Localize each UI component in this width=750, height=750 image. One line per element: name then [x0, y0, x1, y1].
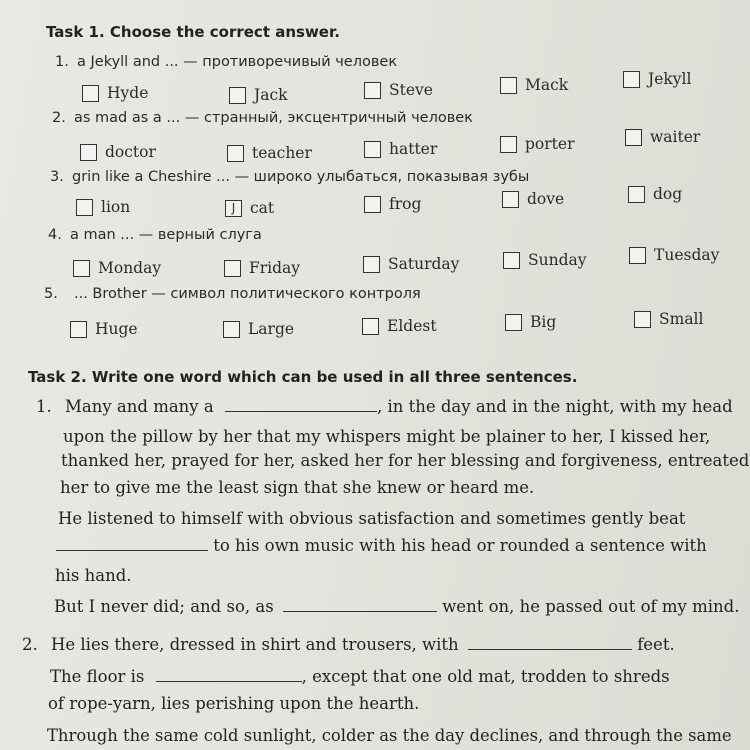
checkbox[interactable] — [223, 321, 240, 338]
question-number: 4. — [48, 227, 62, 243]
option-label: doctor — [105, 143, 156, 161]
option-dog[interactable] — [628, 185, 682, 203]
option-doctor[interactable] — [80, 143, 156, 161]
task1-title: Task 1. Choose the correct answer. — [46, 23, 340, 41]
option-huge[interactable] — [70, 320, 138, 338]
checkbox[interactable] — [227, 145, 244, 162]
option-label: Small — [659, 310, 704, 328]
checkbox[interactable] — [505, 314, 522, 331]
checkbox[interactable] — [628, 186, 645, 203]
option-porter[interactable] — [500, 135, 574, 153]
task2-q2-line1: 2. He lies there, dressed in shirt and trousers, with feet. — [22, 635, 675, 654]
task2-q2-line2: The floor is , except that one old mat, trodden to shreds — [50, 667, 670, 686]
question-number: 3. — [50, 169, 64, 185]
option-dove[interactable] — [502, 190, 564, 208]
answer-blank[interactable] — [283, 610, 437, 612]
option-eldest[interactable] — [362, 317, 437, 335]
checkbox[interactable] — [363, 256, 380, 273]
task2-q2-line3: of rope-yarn, lies perishing upon the hearth. — [48, 694, 420, 713]
option-label: Monday — [98, 259, 162, 277]
option-tuesday[interactable] — [629, 246, 719, 264]
question-text: grin like a Cheshire ... — широко улыбаться, показывая зубы — [72, 169, 530, 185]
checkbox[interactable] — [362, 318, 379, 335]
option-waiter[interactable] — [625, 128, 700, 146]
checkbox[interactable] — [502, 191, 519, 208]
option-label: Steve — [389, 81, 433, 99]
option-friday[interactable] — [224, 259, 300, 277]
question-text: a Jekyll and ... — противоречивый человек — [77, 54, 398, 70]
option-frog[interactable] — [364, 195, 421, 213]
answer-blank[interactable] — [468, 648, 632, 650]
task2-q1-c-line1: But I never did; and so, as went on, he passed out of my mind. — [54, 597, 740, 616]
checkbox[interactable] — [623, 71, 640, 88]
task2-q1-line2: upon the pillow by her that my whispers might be plainer to her, I kissed her, — [63, 427, 711, 446]
option-cat[interactable] — [225, 199, 274, 217]
checkbox[interactable] — [634, 311, 651, 328]
option-monday[interactable] — [73, 259, 161, 277]
option-label: Hyde — [107, 84, 149, 102]
option-small[interactable] — [634, 310, 703, 328]
option-lion[interactable] — [76, 198, 130, 216]
option-label: Jekyll — [648, 70, 692, 88]
task2-q2-line4: Through the same cold sunlight, colder as the day declines, and through the same — [47, 726, 732, 745]
option-label: lion — [101, 198, 131, 216]
question-text: a man ... — верный слуга — [70, 227, 262, 243]
checkbox[interactable] — [625, 129, 642, 146]
question-number: 2. — [52, 110, 66, 126]
option-big[interactable] — [505, 313, 556, 331]
question-number: 1. — [36, 397, 52, 416]
option-label: Huge — [95, 320, 138, 338]
task2-q1-b-line1: He listened to himself with obvious satisfaction and sometimes gently beat — [58, 509, 686, 528]
answer-blank[interactable] — [156, 680, 302, 682]
task1-question-3 — [50, 169, 529, 185]
checkbox[interactable] — [364, 141, 381, 158]
checkbox[interactable] — [503, 252, 520, 269]
option-label: waiter — [650, 128, 701, 146]
option-label: Mack — [525, 76, 569, 94]
task1-question-1 — [55, 54, 397, 70]
question-number: 2. — [22, 635, 38, 654]
checkbox[interactable] — [229, 87, 246, 104]
checkbox[interactable] — [76, 199, 93, 216]
option-label: Large — [248, 320, 295, 338]
question-number: 5. — [44, 286, 58, 302]
option-label: porter — [525, 135, 575, 153]
option-jekyll[interactable] — [623, 70, 691, 88]
question-number: 1. — [55, 54, 69, 70]
task2-q1-line1: 1. Many and many a , in the day and in the night, with my head — [36, 397, 733, 416]
task1-question-4 — [48, 227, 262, 243]
option-label: dove — [527, 190, 565, 208]
answer-blank[interactable] — [56, 549, 208, 551]
option-label: teacher — [252, 144, 312, 162]
task2-q1-b-line2: to his own music with his head or rounded a sentence with — [56, 536, 707, 555]
task1-question-2 — [52, 110, 473, 126]
answer-blank[interactable] — [225, 410, 377, 412]
option-large[interactable] — [223, 320, 294, 338]
checkbox[interactable] — [500, 77, 517, 94]
checkbox[interactable] — [80, 144, 97, 161]
checkbox[interactable] — [82, 85, 99, 102]
option-label: Saturday — [388, 255, 460, 273]
option-mack[interactable] — [500, 76, 568, 94]
option-sunday[interactable] — [503, 251, 587, 269]
checkbox[interactable] — [364, 82, 381, 99]
option-saturday[interactable] — [363, 255, 459, 273]
option-teacher[interactable] — [227, 144, 312, 162]
task2-q1-line3: thanked her, prayed for her, asked her for her blessing and forgiveness, entreated — [61, 451, 750, 470]
checkbox-checked[interactable]: J — [225, 200, 242, 217]
option-label: Tuesday — [654, 246, 720, 264]
option-label: cat — [250, 199, 275, 217]
checkbox[interactable] — [364, 196, 381, 213]
checkbox[interactable] — [70, 321, 87, 338]
checkbox[interactable] — [629, 247, 646, 264]
task2-title: Task 2. Write one word which can be used in all three sentences. — [28, 368, 578, 386]
option-steve[interactable] — [364, 81, 433, 99]
question-text: as mad as a ... — странный, эксцентричный человек — [74, 110, 473, 126]
option-hatter[interactable] — [364, 140, 437, 158]
option-label: Friday — [249, 259, 301, 277]
option-label: Jack — [254, 86, 288, 104]
task2-q1-line4: her to give me the least sign that she knew or heard me. — [60, 478, 535, 497]
option-label: dog — [653, 185, 683, 203]
task1-question-5 — [44, 286, 421, 302]
option-label: hatter — [389, 140, 438, 158]
option-label: Eldest — [387, 317, 437, 335]
checkbox[interactable] — [500, 136, 517, 153]
option-label: frog — [389, 195, 422, 213]
option-label: Big — [530, 313, 557, 331]
question-text: ... Brother — символ политического контроля — [74, 286, 421, 302]
checkbox[interactable] — [224, 260, 241, 277]
option-jack[interactable] — [229, 86, 288, 104]
checkbox[interactable] — [73, 260, 90, 277]
task2-q1-b-line3: his hand. — [55, 566, 132, 585]
option-hyde[interactable] — [82, 84, 148, 102]
option-label: Sunday — [528, 251, 587, 269]
